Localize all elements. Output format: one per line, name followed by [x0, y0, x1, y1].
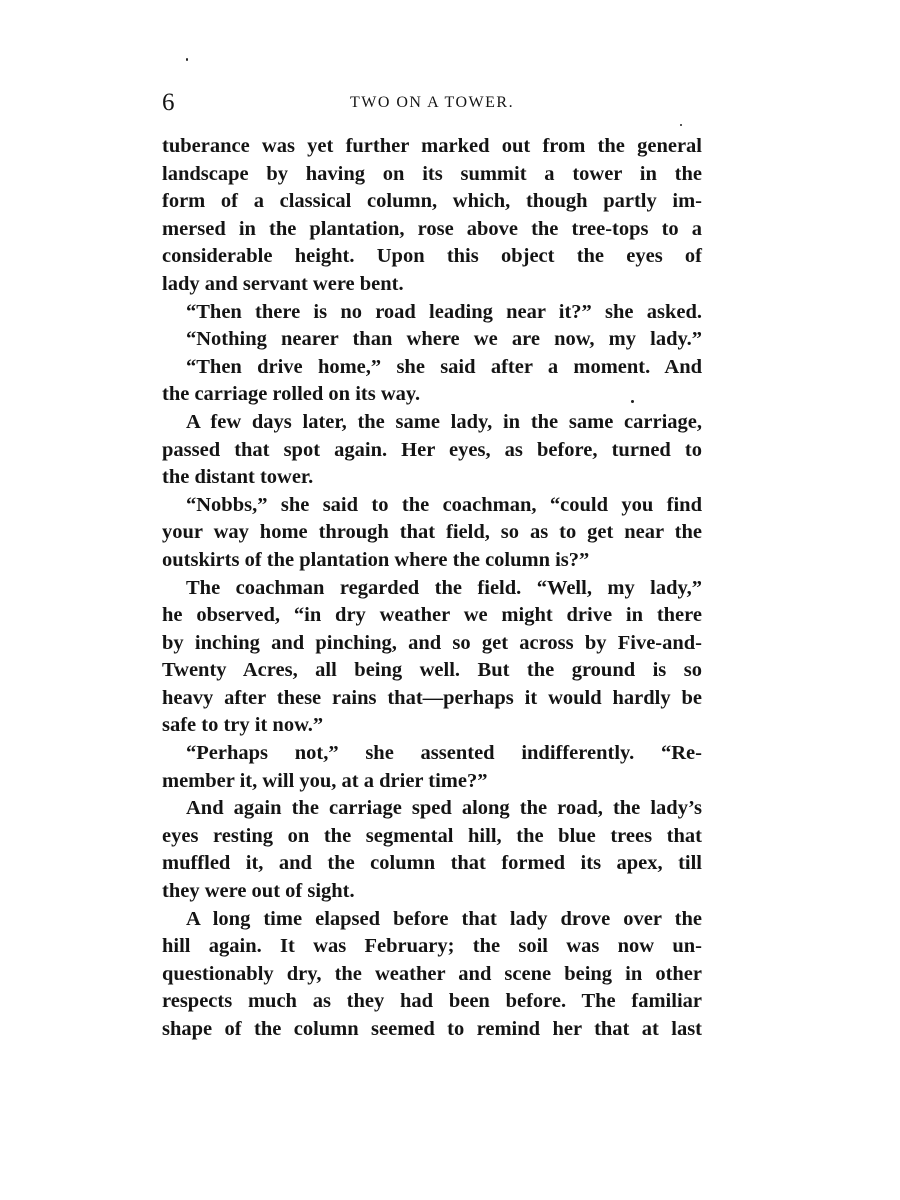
- text-line: safe to try it now.”: [162, 714, 324, 737]
- text-line: tuberance was yet further marked out from the general: [162, 135, 702, 157]
- text-line: passed that spot again. Her eyes, as before, turned to: [162, 438, 702, 461]
- text-line: “Perhaps not,” she assented indifferently. “Re-: [186, 742, 702, 765]
- text-line: outskirts of the plantation where the column is?”: [162, 548, 590, 571]
- text-line: And again the carriage sped along the road, the lady’s: [186, 797, 702, 820]
- text-line: the distant tower.: [162, 466, 314, 489]
- text-line: by inching and pinching, and so get across by Five-and-: [162, 631, 702, 654]
- text-line: they were out of sight.: [162, 880, 355, 903]
- page-number: 6: [162, 89, 175, 116]
- text-line: “Nothing nearer than where we are now, my lady.”: [186, 328, 702, 351]
- text-line: “Then drive home,” she said after a moment. And: [186, 355, 702, 378]
- body-text: [162, 133, 702, 1044]
- text-line: questionably dry, the weather and scene being in other: [162, 962, 702, 985]
- text-line: hill again. It was February; the soil was now un-: [162, 935, 702, 958]
- text-line: “Then there is no road leading near it?” she asked.: [186, 300, 702, 323]
- text-line: lady and servant were bent.: [162, 272, 404, 295]
- text-line: muffled it, and the column that formed its apex, till: [162, 852, 702, 875]
- ink-speck: [186, 58, 188, 61]
- text-line: landscape by having on its summit a tower in the: [162, 162, 702, 185]
- text-line: A long time elapsed before that lady drove over the: [186, 907, 702, 930]
- text-line: Twenty Acres, all being well. But the ground is so: [162, 659, 702, 682]
- page-header: [162, 88, 702, 118]
- text-line: he observed, “in dry weather we might drive in there: [162, 604, 702, 627]
- text-line: The coachman regarded the field. “Well, my lady,”: [186, 576, 702, 599]
- text-line: the carriage rolled on its way.: [162, 383, 421, 406]
- ink-speck: [680, 124, 682, 126]
- text-line: “Nobbs,” she said to the coachman, “could you find: [186, 493, 702, 516]
- text-line: eyes resting on the segmental hill, the blue trees that: [162, 824, 702, 847]
- running-title: TWO ON A TOWER.: [349, 94, 515, 111]
- text-line: A few days later, the same lady, in the same carriage,: [186, 410, 702, 433]
- text-line: member it, will you, at a drier time?”: [162, 769, 488, 792]
- text-line: heavy after these rains that—perhaps it would hardly be: [162, 686, 702, 709]
- text-line: considerable height. Upon this object the eyes of: [162, 245, 702, 268]
- text-line: shape of the column seemed to remind her that at last: [162, 1018, 702, 1040]
- text-line: mersed in the plantation, rose above the tree-tops to a: [162, 217, 702, 240]
- text-line: your way home through that field, so as to get near the: [162, 521, 702, 544]
- text-line: form of a classical column, which, though partly im-: [162, 190, 702, 213]
- text-line: respects much as they had been before. The familiar: [162, 990, 702, 1013]
